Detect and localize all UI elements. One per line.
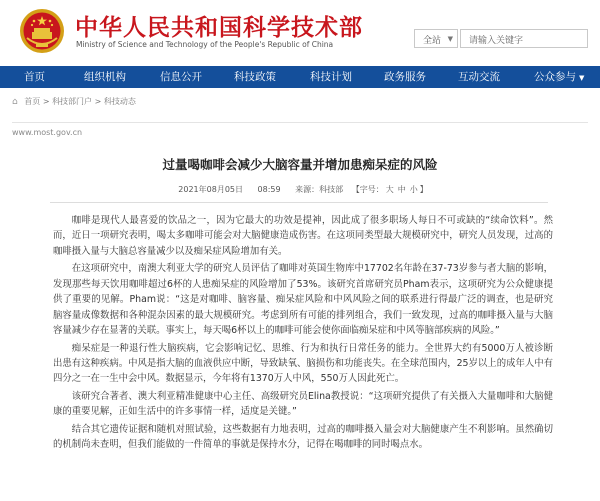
- chevron-down-icon: ▼: [579, 74, 585, 82]
- article-paragraph: 结合其它遗传证据和随机对照试验，这些数据有力地表明，过高的咖啡摄入量会对大脑健康产生不利影响。虽然确切的机制尚未查明，但我们能做的一件简单的事就是保持水分，记得在喝咖啡的同时喝点水。: [53, 424, 553, 451]
- article-source: [295, 185, 343, 194]
- nav-item-label: 科技计划: [310, 71, 352, 83]
- nav-item-label: 科技政策: [234, 71, 276, 83]
- home-icon: ⌂: [12, 97, 18, 107]
- article-body: [53, 213, 553, 455]
- font-size-switcher: [352, 185, 428, 194]
- search-scope-select[interactable]: [414, 29, 458, 48]
- chevron-down-icon: ▼: [447, 35, 453, 43]
- source-value: 科技部: [319, 185, 344, 194]
- breadcrumb-separator: >: [42, 97, 50, 106]
- divider: [50, 202, 548, 203]
- nav-item-label: 政务服务: [384, 71, 426, 83]
- nav-item-home[interactable]: [24, 66, 45, 88]
- nav-item-interaction[interactable]: [458, 66, 500, 88]
- nav-item-organization[interactable]: [84, 66, 126, 88]
- search-input[interactable]: 请输入关键字: [460, 29, 588, 48]
- divider: [12, 122, 588, 123]
- search-scope-label: 全站: [423, 36, 442, 46]
- source-label: 来源：: [295, 185, 320, 194]
- nav-item-info-disclosure[interactable]: [160, 66, 202, 88]
- national-emblem-icon[interactable]: [19, 8, 65, 54]
- nav-item-label: 互动交流: [458, 71, 500, 83]
- breadcrumb-item-news[interactable]: 科技动态: [103, 97, 136, 106]
- breadcrumb-separator: >: [94, 97, 102, 106]
- article-meta: [0, 184, 600, 195]
- font-size-medium-button[interactable]: 中: [397, 185, 406, 194]
- article-paragraph: 在这项研究中，南澳大利亚大学的研究人员评估了咖啡对英国生物库中17702名年龄在37-73岁参与者大脑的影响，发现那些每天饮用咖啡超过6杯的人患痴呆症的风险增加了53%。该研究首席研究员Pham表示，这项研究为公众健康提供了重要的见解。Pham说：“这是对咖啡、脑容量、痴呆症风险和中风风险之间的联系进行得最广泛的调查，也是研究脑容量成像数据和各种混杂因素的最大规模研究。考虑到所有可能的排列组合，我们一致发现，过高的咖啡摄入量与大脑容量减少存在显著的关联。事实上，每天喝6杯以上的咖啡可能会使你面临痴呆症和中风等脑部疾病的风险。”: [53, 263, 553, 337]
- nav-item-gov-service[interactable]: [384, 66, 426, 88]
- article-paragraph: 痴呆症是一种退行性大脑疾病，它会影响记忆、思维、行为和执行日常任务的能力。全世界大约有5000万人被诊断出患有这种疾病。中风是指大脑的血液供应中断，导致缺氧、脑损伤和功能丧失。在全球范围内，25岁以上的成年人中有四分之一在一生中会中风。数据显示，今年将有1370万人中风，550万人因此死亡。: [53, 342, 553, 385]
- font-size-label: 【字号：: [351, 185, 384, 194]
- site-subtitle: Ministry of Science and Technology of the People's Republic of China: [76, 40, 334, 49]
- article-paragraph: 咖啡是现代人最喜爱的饮品之一，因为它最大的功效是提神，因此成了很多职场人每日不可或缺的“续命饮料”。然而，近日一项研究表明，喝太多咖啡可能会对大脑健康造成伤害。在这项同类型最大规模研究中，研究人员发现，过高的咖啡摄入量与大脑总容量减少以及痴呆症风险增加有关。: [53, 215, 553, 257]
- nav-item-tech-plan[interactable]: [310, 66, 352, 88]
- article-time: 08:59: [257, 185, 281, 194]
- article-paragraph: 该研究合著者、澳大利亚精准健康中心主任、高级研究员Elina教授说：“这项研究提供了有关摄入大量咖啡和大脑健康的重要见解，正如生活中的许多事情一样，适度是关键。”: [53, 391, 553, 418]
- breadcrumb-item-portal[interactable]: 科技部门户: [52, 97, 93, 106]
- site-title[interactable]: 中华人民共和国科学技术部: [75, 15, 363, 41]
- nav-item-label: 组织机构: [84, 71, 126, 83]
- breadcrumb-item-home[interactable]: 首页: [24, 97, 41, 106]
- font-size-close: 】: [419, 185, 428, 194]
- article-date: 2021年08月05日: [178, 185, 243, 194]
- breadcrumb: [12, 96, 136, 107]
- nav-item-label: 公众参与: [534, 71, 576, 83]
- site-url: www.most.gov.cn: [12, 128, 83, 137]
- nav-item-label: 信息公开: [160, 71, 202, 83]
- nav-item-tech-policy[interactable]: [234, 66, 276, 88]
- article-title: 过量喝咖啡会减少大脑容量并增加患痴呆症的风险: [162, 157, 438, 172]
- font-size-large-button[interactable]: 大: [385, 185, 394, 194]
- site-header: [0, 0, 600, 62]
- main-nav: [0, 66, 600, 88]
- font-size-small-button[interactable]: 小: [409, 185, 418, 194]
- nav-item-label: 首页: [24, 71, 45, 83]
- nav-item-public-participation[interactable]: [534, 66, 584, 88]
